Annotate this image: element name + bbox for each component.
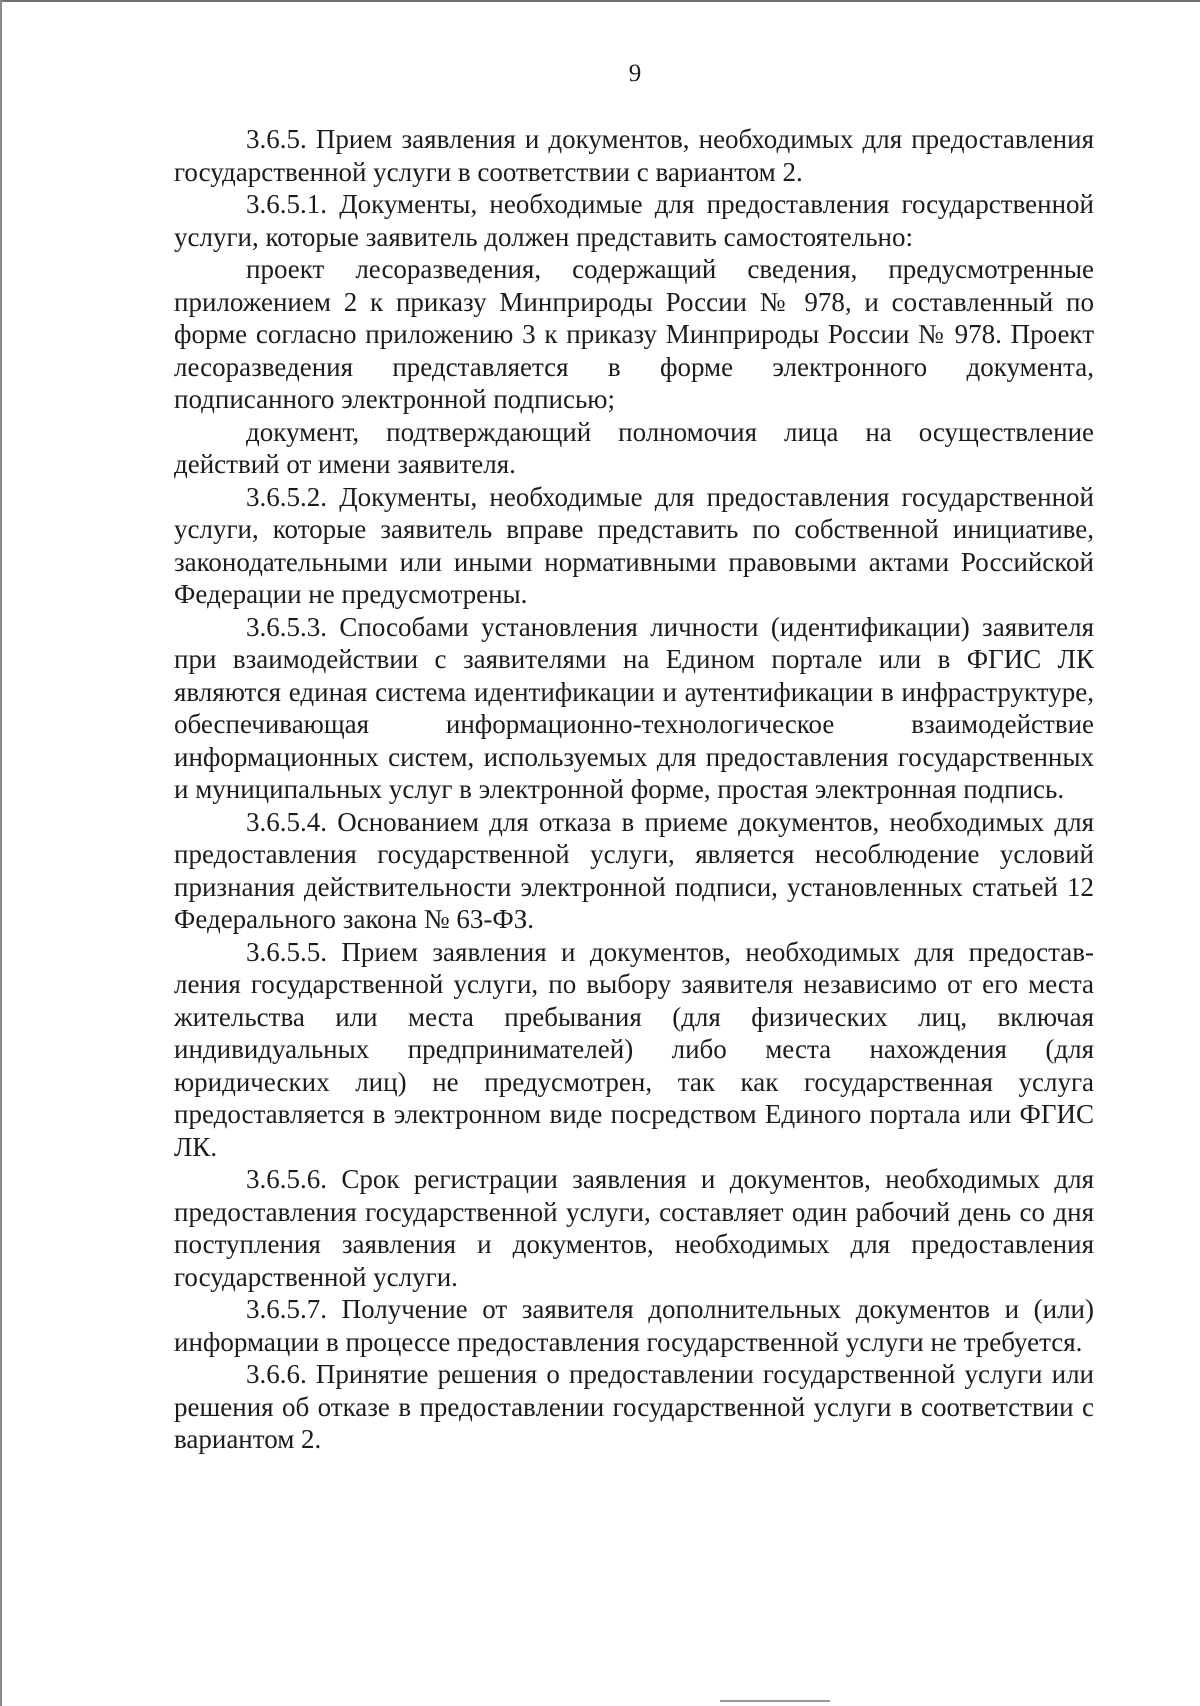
paragraph-authority-item: документ, подтверждающий полномочия лица на осуществление действий от имени заявителя. <box>174 416 1094 479</box>
paragraph-3-6-5-1: 3.6.5.1. Документы, необходимые для предоставления государственной услуги, которые заявитель должен представить самостоятельно: <box>174 189 1094 252</box>
paragraph-3-6-5-6: 3.6.5.6. Срок регистрации заявления и документов, необходимых для предоставления государственной услуги, составляет один рабочий день со дня поступления заявления и документов, необходимых для предоставления государственной услуги. <box>174 1164 1094 1292</box>
document-body <box>174 123 1094 1456</box>
scan-left-border <box>0 0 2 1706</box>
paragraph-3-6-5: 3.6.5. Прием заявления и документов, необходимых для предоставления государственной услуги в соответствии с вариантом 2. <box>174 124 1094 187</box>
page-number: 9 <box>628 60 642 87</box>
paragraph-3-6-5-7: 3.6.5.7. Получение от заявителя дополнительных документов и (или) информации в процессе предоставления государственной услуги не требуется. <box>174 1294 1094 1357</box>
paragraph-3-6-5-3: 3.6.5.3. Способами установления личности (идентификации) заявителя при взаимодействии с заявителями на Едином портале или в ФГИС ЛК являются единая система идентификации и аутентификации в инфраструктуре, обеспечивающая информационно-технологическое взаимодействие информационных систем, используемых для предоставления государственных и муниципальных услуг в электронной форме, простая электронная подпись. <box>174 611 1094 804</box>
scan-top-border <box>0 0 1200 2</box>
paragraph-3-6-6: 3.6.6. Принятие решения о предоставлении государственной услуги или решения об отказе в предоставлении государственной услуги в соответствии с вариантом 2. <box>174 1359 1094 1454</box>
paragraph-3-6-5-4: 3.6.5.4. Основанием для отказа в приеме документов, необходимых для предоставления государственной услуги, является несоблюдение условий признания действительности электронной подписи, установленных статьей 12 Федерального закона № 63-ФЗ. <box>174 806 1094 934</box>
paragraph-3-6-5-2: 3.6.5.2. Документы, необходимые для предоставления государственной услуги, которые заявитель вправе представить по собственной инициативе, законодательными или иными нормативными правовыми актами Российской Федерации не предусмотрены. <box>174 481 1094 609</box>
paragraph-3-6-5-5: 3.6.5.5. Прием заявления и документов, необходимых для предоставления государственной услуги, по выбору заявителя независимо от его места жительства или места пребывания (для физических лиц, включая индивидуальных предпринимателей) либо места нахождения (для юридических лиц) не предусмотрен, так как государственная услуга предоставляется в электронном виде посредством Единого портала или ФГИС ЛК. <box>174 936 1094 1162</box>
scan-bottom-mark <box>720 1700 830 1702</box>
paragraph-project-item: проект лесоразведения, содержащий сведения, предусмотренные приложением 2 к приказу Минприроды России № 978, и составленный по форме согласно приложению 3 к приказу Минприроды России № 978. Проект лесоразведения представляется в форме электронного документа, подписанного электронной подписью; <box>174 254 1094 414</box>
